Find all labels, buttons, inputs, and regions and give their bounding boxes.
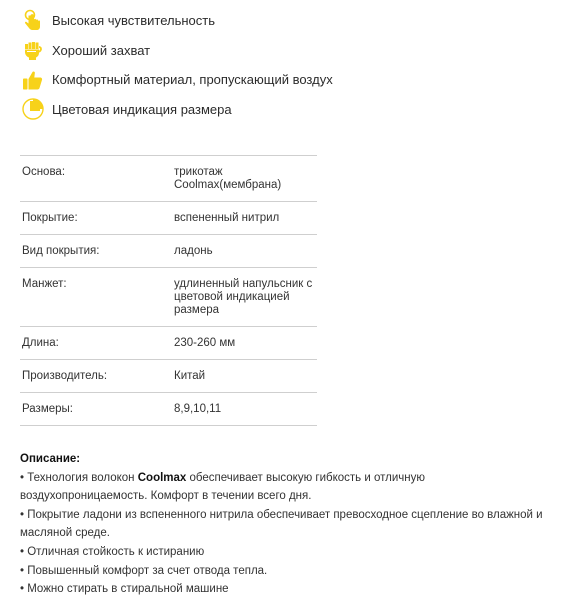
spec-key: Размеры: [22, 403, 73, 415]
description-title: Описание: [20, 453, 81, 465]
spec-value: удлиненный напульсник с цветовой индикацией размера [174, 278, 313, 316]
description-bullet [20, 469, 550, 488]
specs-table [20, 155, 317, 426]
spec-value: 8,9,10,11 [174, 403, 222, 415]
spec-value: Китай [174, 370, 206, 382]
spec-key: Покрытие: [22, 212, 78, 224]
feature-label: Хороший захват [52, 42, 151, 58]
spec-key: Производитель: [22, 370, 108, 382]
spec-key: Манжет: [22, 278, 67, 290]
bullet-text: обеспечивает высокую гибкость и отличную [186, 471, 425, 484]
bullet-text: • Технология волокон [20, 471, 138, 484]
description-bullet: • Покрытие ладони из вспененного нитрила обеспечивает превосходное сцепление во влажной и [20, 508, 543, 521]
spec-value: 230-260 мм [174, 337, 236, 349]
spec-row [20, 234, 317, 267]
spec-value: трикотаж Coolmax(мембрана) [174, 166, 282, 191]
description-bullet: • Отличная стойкость к истиранию [20, 545, 205, 558]
spec-row [20, 267, 317, 326]
spec-key: Основа: [22, 166, 66, 178]
spec-row [20, 201, 317, 234]
description-bullet: • Можно стирать в стиральной машине [20, 583, 229, 596]
feature-label: Высокая чувствительность [52, 13, 216, 29]
description-bullet-continuation: масляной среде. [20, 527, 110, 540]
description-bullet-continuation: воздухопроницаемость. Комфорт в течении всего дня. [20, 490, 312, 503]
thumbs-up-icon [20, 67, 46, 93]
feature-label: Цветовая индикация размера [52, 101, 232, 117]
spec-key: Длина: [22, 337, 59, 349]
spec-row [20, 392, 317, 426]
description-bullet: • Повышенный комфорт за счет отвода тепла. [20, 564, 268, 577]
spec-value: вспененный нитрил [174, 212, 280, 224]
spec-row [20, 326, 317, 359]
spec-row [20, 155, 317, 201]
hand-finger-touch-icon [20, 8, 46, 34]
spec-value: ладонь [174, 245, 213, 257]
features-list [20, 6, 540, 124]
feature-item [20, 65, 540, 95]
spec-row [20, 359, 317, 392]
spec-key: Вид покрытия: [22, 245, 100, 257]
bullet-bold-text: Coolmax [137, 471, 187, 484]
size-indicator-icon [20, 96, 46, 122]
feature-item [20, 6, 540, 36]
feature-item [20, 95, 540, 125]
feature-label: Комфортный материал, пропускающий воздух [52, 72, 333, 88]
description [20, 450, 550, 599]
hand-fist-grip-icon [20, 37, 46, 63]
feature-item [20, 36, 540, 66]
